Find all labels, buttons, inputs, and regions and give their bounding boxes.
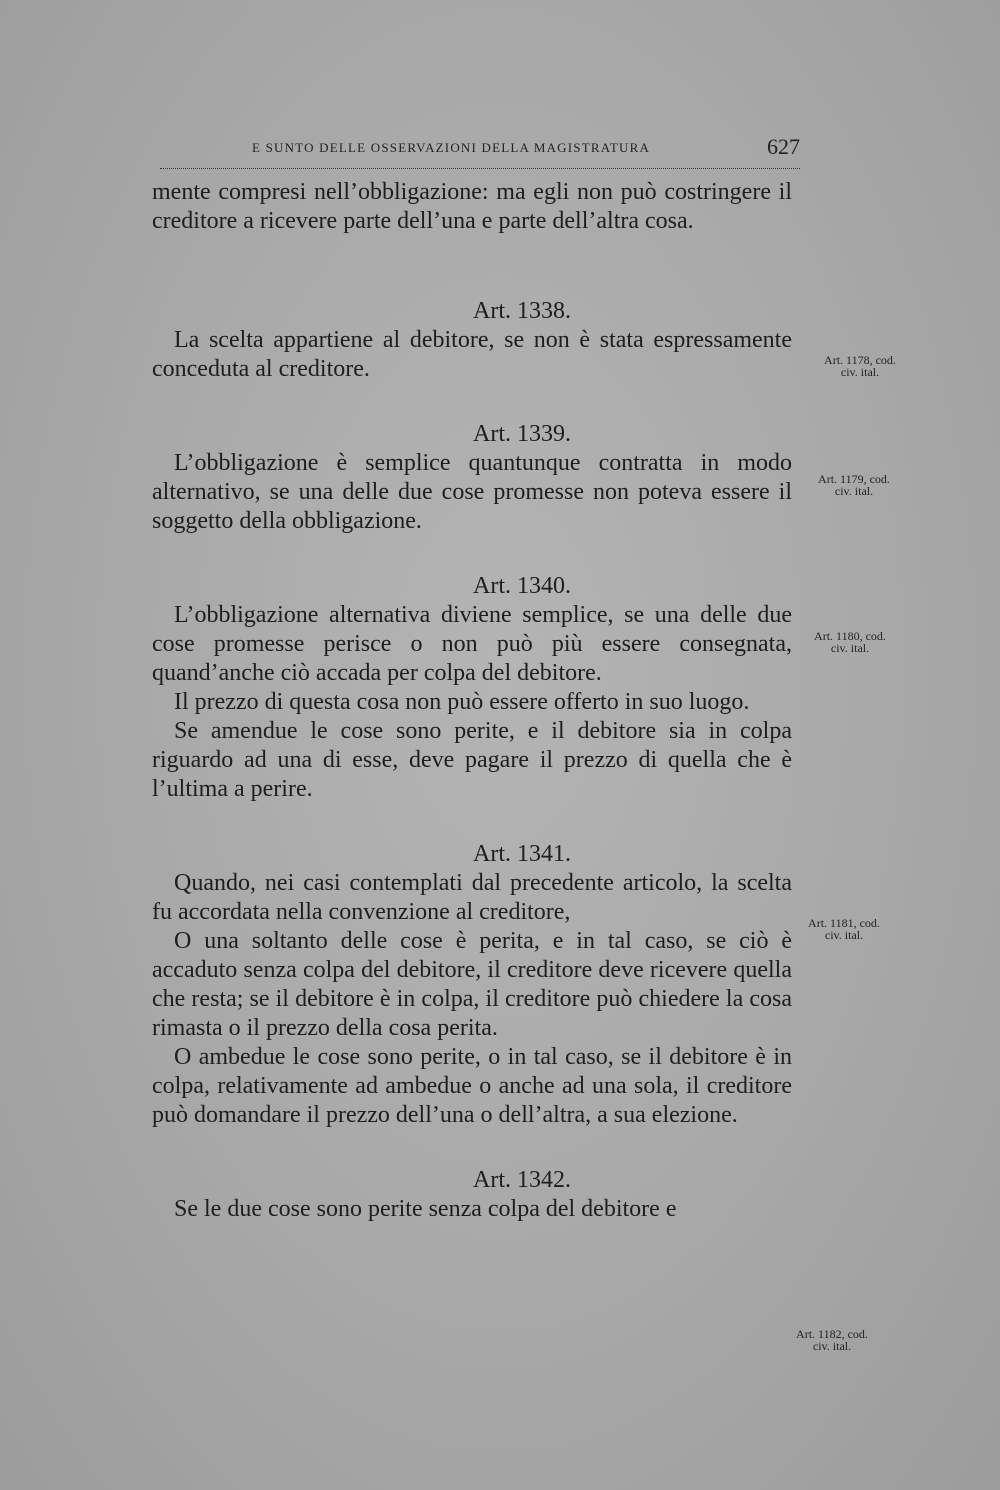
margin-note-1339 <box>794 473 914 497</box>
article-1340-paragraph-3: Se amendue le cose sono perite, e il debitore sia in colpa riguardo ad una di esse, deve pagare il prezzo di quella che è l’ultima a perire. <box>152 718 792 802</box>
article-1341-paragraph-1: Quando, nei casi contemplati dal precedente articolo, la scelta fu accordata nella convenzione al creditore, <box>152 870 792 925</box>
margin-note-1341 <box>784 917 904 941</box>
margin-note-line: civ. ital. <box>840 365 880 379</box>
running-title: E SUNTO DELLE OSSERVAZIONI DELLA MAGISTRATURA <box>252 140 651 155</box>
margin-note-line: civ. ital. <box>812 1339 852 1353</box>
article-1338-paragraph: La scelta appartiene al debitore, se non è stata espressamente conceduta al creditore. <box>152 327 792 382</box>
article-title-1338: Art. 1338. <box>473 298 571 324</box>
margin-note-1338 <box>800 354 920 378</box>
article-1340-paragraph-1: L’obbligazione alternativa diviene semplice, se una delle due cose promesse perisce o non può più essere consegnata, quand’anche ciò accada per colpa del debitore. <box>152 602 792 686</box>
margin-note-line: Art. 1181, cod. <box>808 916 880 930</box>
article-1342-paragraph: Se le due cose sono perite senza colpa del debitore e <box>174 1196 677 1222</box>
page-body <box>152 178 792 1224</box>
article-title-1340: Art. 1340. <box>473 573 571 599</box>
article-1340-paragraph-2: Il prezzo di questa cosa non può essere offerto in suo luogo. <box>174 689 750 715</box>
article-1341-paragraph-2: O una soltanto delle cose è perita, e in tal caso, se ciò è accaduto senza colpa del debitore, il creditore deve ricevere quella che resta; se il debitore è in colpa, il creditore può chiedere la cosa rimasta o il prezzo della cosa perita. <box>152 928 792 1041</box>
article-title-1342: Art. 1342. <box>473 1167 571 1193</box>
margin-note-line: Art. 1182, cod. <box>796 1327 868 1341</box>
margin-note-line: civ. ital. <box>824 928 864 942</box>
margin-note-1342 <box>772 1328 892 1352</box>
article-title-1341: Art. 1341. <box>473 841 571 867</box>
intro-paragraph: mente compresi nell’obbligazione: ma egli non può costringere il creditore a ricevere parte dell’una e parte dell’altra cosa. <box>152 179 792 234</box>
page-header <box>160 132 800 169</box>
article-1341-paragraph-3: O ambedue le cose sono perite, o in tal caso, se il debitore è in colpa, relativamente ad ambedue o anche ad una sola, il creditore può domandare il prezzo dell’una o dell’altra, a sua elezione. <box>152 1044 792 1128</box>
margin-note-line: civ. ital. <box>834 484 874 498</box>
margin-note-line: Art. 1178, cod. <box>824 353 896 367</box>
margin-note-line: civ. ital. <box>830 641 870 655</box>
article-title-1339: Art. 1339. <box>473 421 571 447</box>
margin-note-1340 <box>790 630 910 654</box>
margin-note-line: Art. 1180, cod. <box>814 629 886 643</box>
article-1339-paragraph: L’obbligazione è semplice quantunque contratta in modo alternativo, se una delle due cose promesse non poteva essere il soggetto della obbligazione. <box>152 450 792 534</box>
margin-note-line: Art. 1179, cod. <box>818 472 890 486</box>
page-number: 627 <box>767 134 800 159</box>
